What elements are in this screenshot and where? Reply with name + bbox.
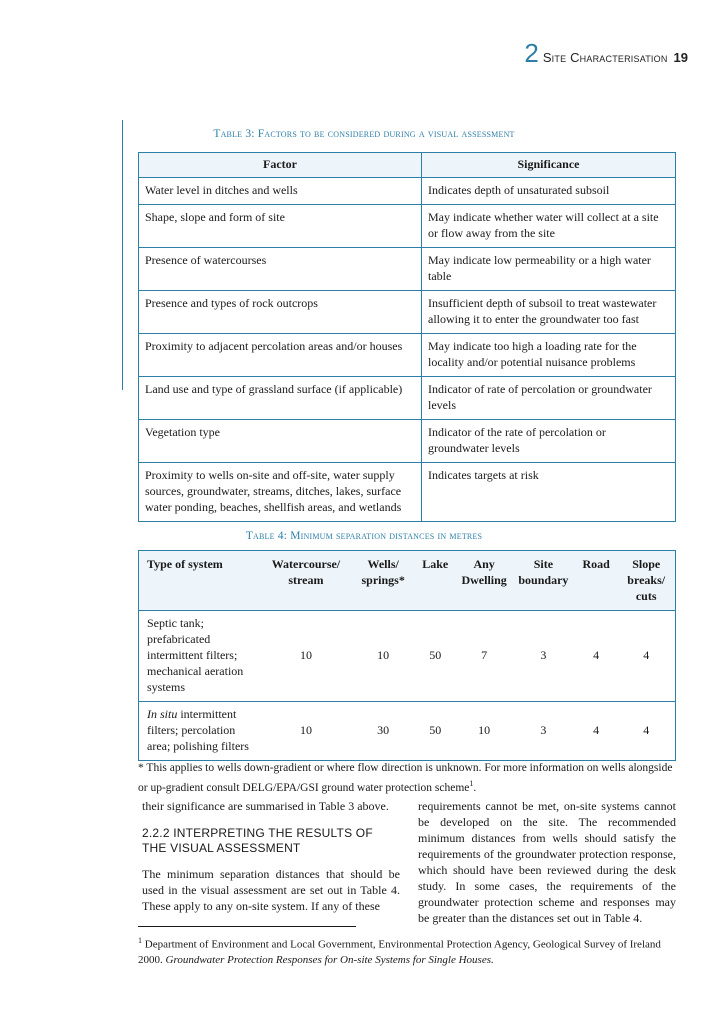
table-row: [139, 334, 676, 377]
table-row: [139, 463, 676, 522]
left-column: [142, 798, 400, 922]
value-cell: 4: [617, 611, 675, 702]
table-row: [139, 248, 676, 291]
header-lake: Lake: [414, 551, 456, 611]
table-row: [139, 420, 676, 463]
table-footnote-end: .: [473, 781, 477, 794]
factor-cell: Proximity to adjacent percolation areas and/or houses: [139, 334, 422, 377]
factors-table: [138, 152, 676, 522]
section-heading: 2.2.2 INTERPRETING THE RESULTS OF THE VISUAL ASSESSMENT: [142, 826, 373, 855]
header-type-of-system: Type of system: [139, 551, 260, 611]
value-cell: 50: [414, 702, 456, 761]
table-row: [139, 178, 676, 205]
significance-cell: May indicate too high a loading rate for the locality and/or potential nuisance problems: [422, 334, 676, 377]
body-paragraph: The minimum separation distances that should be used in the visual assessment are set out in Table 4. These apply to any on-site system. If any of these: [142, 867, 400, 913]
significance-cell: Indicator of rate of percolation or groundwater levels: [422, 377, 676, 420]
footnote-title: Groundwater Protection Responses for On-site Systems for Single Houses.: [165, 953, 494, 966]
significance-cell: May indicate low permeability or a high water table: [422, 248, 676, 291]
chapter-title: Site Characterisation: [542, 50, 668, 65]
factor-cell: Land use and type of grassland surface (if applicable): [139, 377, 422, 420]
significance-cell: Insufficient depth of subsoil to treat wastewater allowing it to enter the groundwater too fast: [422, 291, 676, 334]
factor-cell: Presence and types of rock outcrops: [139, 291, 422, 334]
table4-caption: Table 4: Minimum separation distances in metres: [245, 530, 483, 542]
right-column: [418, 798, 676, 934]
significance-cell: Indicates depth of unsaturated subsoil: [422, 178, 676, 205]
table3-caption: Table 3: Factors to be considered during a visual assessment: [213, 128, 515, 140]
margin-rule: [122, 120, 123, 390]
header-dwelling: Any Dwelling: [456, 551, 512, 611]
header-slope-breaks: Slope breaks/ cuts: [617, 551, 675, 611]
value-cell: 10: [456, 702, 512, 761]
value-cell: 10: [260, 611, 353, 702]
chapter-number: 2: [524, 38, 539, 68]
factor-cell: Presence of watercourses: [139, 248, 422, 291]
separation-distances-table: [138, 550, 676, 761]
factor-cell: Water level in ditches and wells: [139, 178, 422, 205]
table-header-row: [139, 153, 676, 178]
significance-cell: Indicator of the rate of percolation or groundwater levels: [422, 420, 676, 463]
table-footnote: [138, 760, 683, 796]
significance-cell: May indicate whether water will collect at a site or flow away from the site: [422, 205, 676, 248]
page-header: [524, 38, 688, 68]
header-wells: Wells/ springs*: [352, 551, 414, 611]
footnote-text: Department of Environment and Local Government, Environmental Protection Agency, Geological Survey of Ireland 2000.: [138, 938, 661, 966]
header-significance: Significance: [422, 153, 676, 178]
header-watercourse: Watercourse/ stream: [260, 551, 353, 611]
page-number: 19: [673, 50, 688, 65]
page-footnote: [138, 933, 683, 968]
footnote-marker: 1: [138, 936, 142, 945]
header-factor: Factor: [139, 153, 422, 178]
table-header-row: [139, 551, 676, 611]
body-paragraph: their significance are summarised in Table 3 above.: [142, 799, 389, 813]
significance-cell: Indicates targets at risk: [422, 463, 676, 522]
body-paragraph: requirements cannot be met, on-site systems cannot be developed on the site. The recommended minimum distances from wells should satisfy the requirements of the groundwater protection response, which should have been reviewed during the desk study. In some cases, the requirements of the groundwater protection scheme and responses may be greater than the distances set out in Table 4.: [418, 799, 676, 925]
value-cell: 4: [575, 611, 618, 702]
table-row: [139, 205, 676, 248]
value-cell: 4: [575, 702, 618, 761]
value-cell: 3: [512, 611, 575, 702]
value-cell: 4: [617, 702, 675, 761]
value-cell: 10: [260, 702, 353, 761]
factor-cell: Proximity to wells on-site and off-site, water supply sources, groundwater, streams, ditches, lakes, surface water ponding, beaches, shellfish areas, and wetlands: [139, 463, 422, 522]
table-row: [139, 702, 676, 761]
value-cell: 30: [352, 702, 414, 761]
value-cell: 7: [456, 611, 512, 702]
table-row: [139, 377, 676, 420]
value-cell: 3: [512, 702, 575, 761]
header-site-boundary: Site boundary: [512, 551, 575, 611]
system-cell: [139, 702, 260, 761]
value-cell: 50: [414, 611, 456, 702]
footnote-ref: 1: [469, 779, 474, 788]
header-road: Road: [575, 551, 618, 611]
factor-cell: Shape, slope and form of site: [139, 205, 422, 248]
system-cell: Septic tank; prefabricated intermittent filters; mechanical aeration systems: [139, 611, 260, 702]
system-text: intermittent filters; percolation area; polishing filters: [147, 707, 249, 753]
table-row: [139, 291, 676, 334]
footnote-rule: [138, 926, 356, 927]
table-footnote-text: * This applies to wells down-gradient or where flow direction is unknown. For more information on wells alongside or up-gradient consult DELG/EPA/GSI ground water protection scheme: [138, 762, 673, 794]
value-cell: 10: [352, 611, 414, 702]
system-italic-text: In situ: [147, 707, 178, 721]
table-row: [139, 611, 676, 702]
factor-cell: Vegetation type: [139, 420, 422, 463]
